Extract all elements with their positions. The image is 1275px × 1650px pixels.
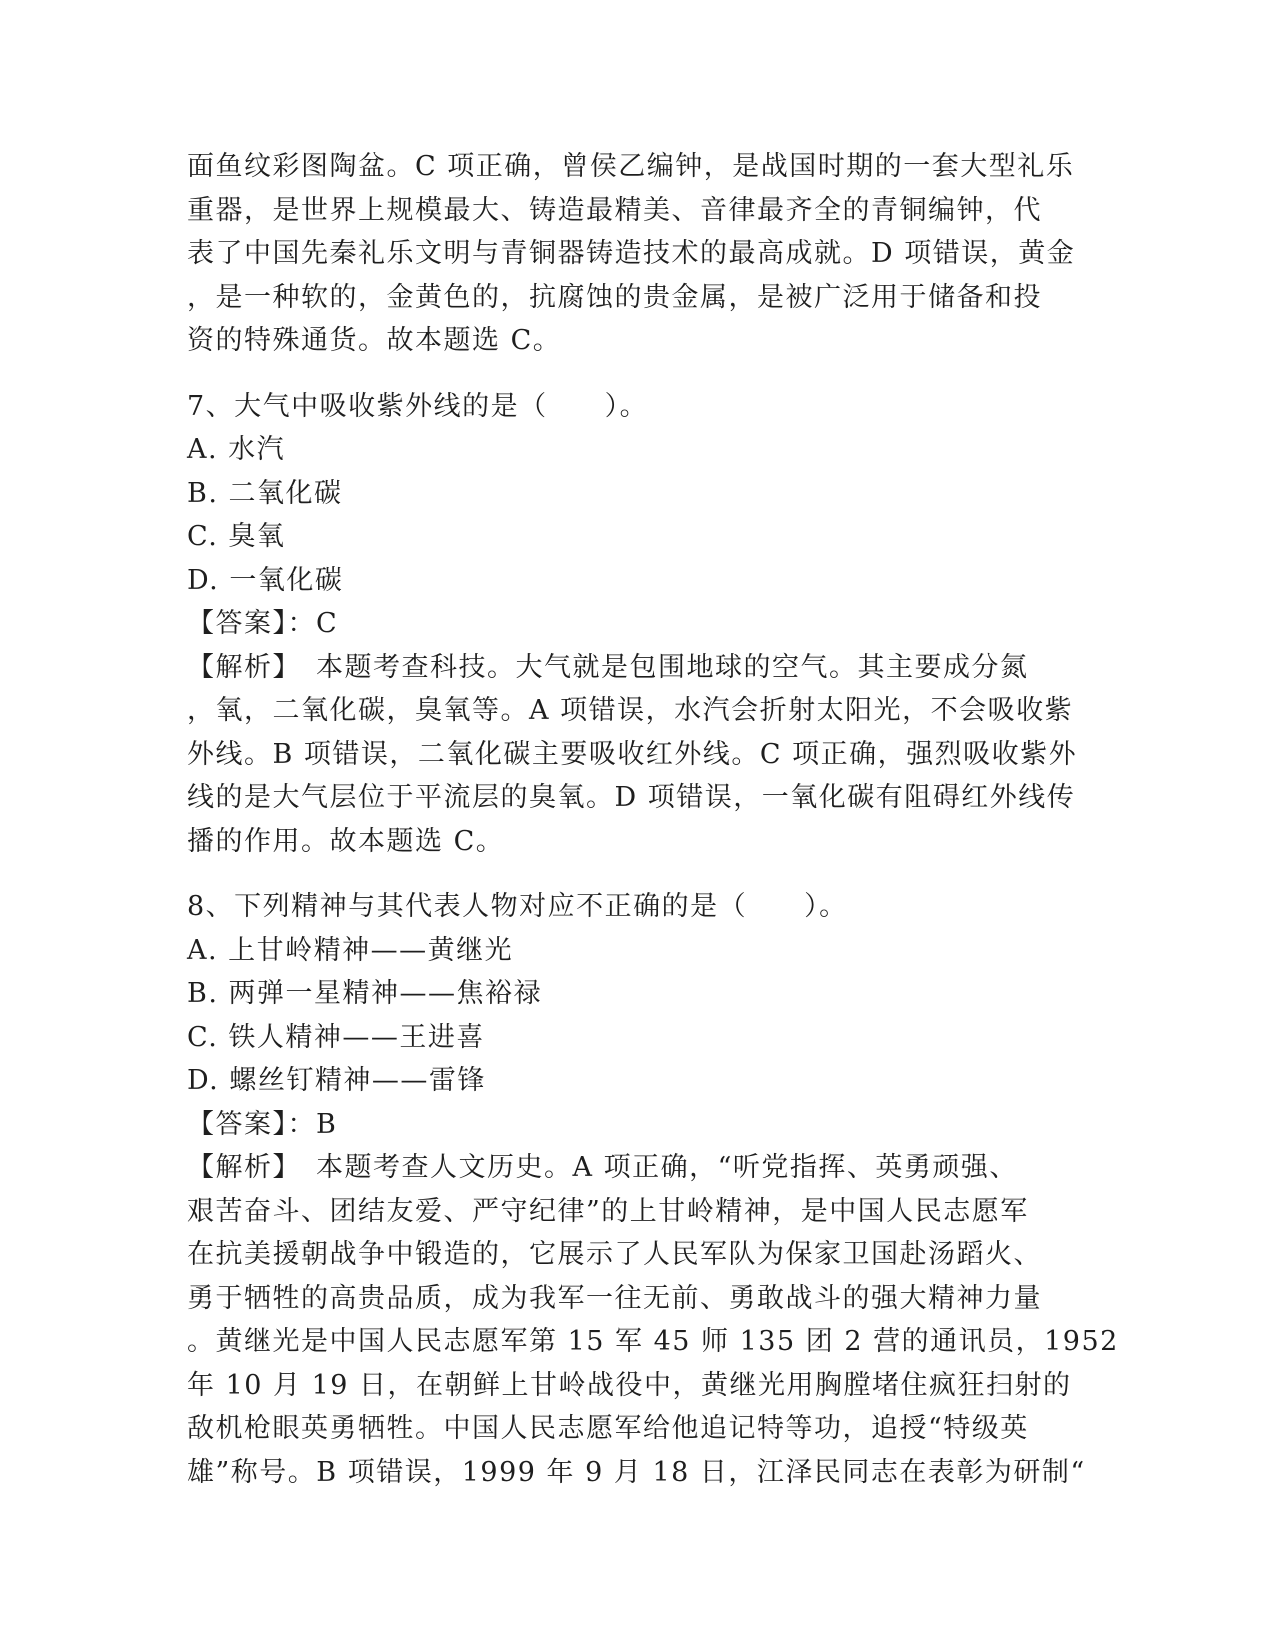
option-c: C. 铁人精神——王进喜 — [187, 1021, 485, 1053]
text-line: 面鱼纹彩图陶盆。C 项正确，曾侯乙编钟，是战国时期的一套大型礼乐 — [187, 151, 1075, 182]
text-line: 重器，是世界上规模最大、铸造最精美、音律最齐全的青铜编钟，代 — [187, 194, 1042, 226]
analysis-line: 在抗美援朝战争中锻造的，它展示了人民军队为保家卫国赴汤蹈火、 — [187, 1239, 1042, 1270]
analysis-line: 年 10 月 19 日，在朝鲜上甘岭战役中，黄继光用胸膛堵住疯狂扫射的 — [187, 1369, 1072, 1401]
document-page — [187, 145, 1119, 1494]
text-line: 资的特殊通货。故本题选 C。 — [187, 325, 562, 356]
option-d: D. 一氧化碳 — [187, 564, 344, 596]
question-6-explanation-tail — [187, 145, 1087, 363]
option-d: D. 螺丝钉精神——雷锋 — [187, 1065, 486, 1096]
analysis-line: 线的是大气层位于平流层的臭氧。D 项错误，一氧化碳有阻碍红外线传 — [187, 782, 1076, 813]
option-b: B. 两弹一星精神——焦裕禄 — [187, 978, 543, 1009]
question-text: 7、大气中吸收紫外线的是（ ）。 — [187, 390, 649, 422]
answer-line: 【答案】：B — [187, 1108, 338, 1140]
text-line: 表了中国先秦礼乐文明与青铜器铸造技术的最高成就。D 项错误，黄金 — [187, 238, 1076, 269]
analysis-line: 敌机枪眼英勇牺牲。中国人民志愿军给他追记特等功，追授“特级英 — [187, 1413, 1029, 1444]
text-line: ，是一种软的，金黄色的，抗腐蚀的贵金属，是被广泛用于储备和投 — [187, 281, 1042, 313]
question-7 — [187, 385, 1087, 864]
answer-line: 【答案】：C — [187, 608, 339, 639]
analysis-line: 外线。B 项错误，二氧化碳主要吸收红外线。C 项正确，强烈吸收紫外 — [187, 738, 1078, 770]
question-8 — [187, 885, 1119, 1494]
analysis-line: 勇于牺牲的高贵品质，成为我军一往无前、勇敢战斗的强大精神力量 — [187, 1282, 1042, 1314]
question-text: 8、下列精神与其代表人物对应不正确的是（ ）。 — [187, 891, 848, 922]
option-a: A. 水汽 — [187, 434, 286, 465]
analysis-line: 【解析】 本题考查人文历史。A 项正确，“听党指挥、英勇顽强、 — [187, 1152, 1018, 1183]
analysis-line: 播的作用。故本题选 C。 — [187, 825, 505, 857]
option-c: C. 臭氧 — [187, 521, 286, 552]
option-b: B. 二氧化碳 — [187, 477, 343, 509]
option-a: A. 上甘岭精神——黄继光 — [187, 934, 514, 966]
analysis-line: 【解析】 本题考查科技。大气就是包围地球的空气。其主要成分氮 — [187, 651, 1029, 683]
analysis-line: 雄”称号。B 项错误，1999 年 9 月 18 日，江泽民同志在表彰为研制“ — [187, 1456, 1086, 1488]
analysis-line: 。黄继光是中国人民志愿军第 15 军 45 师 135 团 2 营的通讯员，1952 — [187, 1326, 1119, 1357]
analysis-line: 艰苦奋斗、团结友爱、严守纪律”的上甘岭精神，是中国人民志愿军 — [187, 1195, 1029, 1227]
analysis-line: ，氧，二氧化碳，臭氧等。A 项错误，水汽会折射太阳光，不会吸收紫 — [187, 695, 1074, 726]
